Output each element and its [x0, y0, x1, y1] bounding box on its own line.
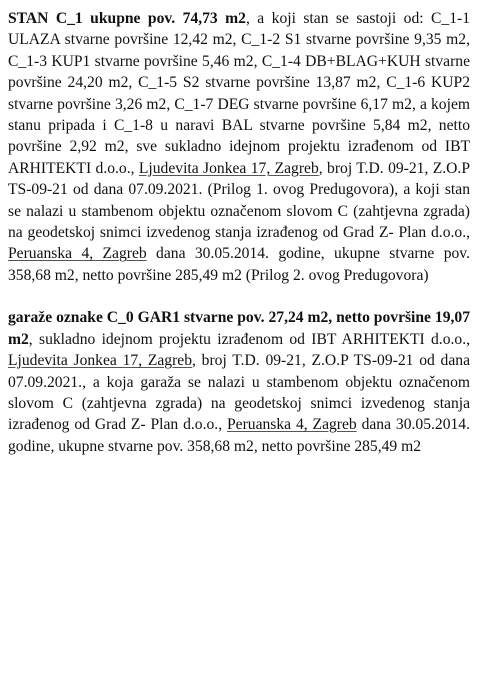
garaza-text-part-1: , sukladno idejnom projektu izrađenom od IBT ARHITEKTI d.o.o., — [28, 330, 470, 348]
stan-address-architect: Ljudevita Jonkea 17, Zagreb — [138, 159, 319, 177]
stan-address-survey: Peruanska 4, Zagreb — [8, 245, 147, 263]
garaza-text-part-2: , broj T.D. 09-21, Z.O.P TS-09-21 od dana 07.09.2021., a koja garaža se nalazi u stambenom objektu označenom slovom C (zahtjevna zgrada) na geodetskoj snimci izvedenog stanja izrađenog od Grad Z- Plan d.o.o., — [8, 352, 470, 434]
garaza-heading: garaže oznake C_0 GAR1 stvarne pov. 27,24 m2, netto površine 19,07 m2 — [8, 309, 470, 348]
stan-text-part-1: , a koji stan se sastoji od: C_1-1 ULAZA stvarne površine 12,42 m2, C_1-2 S1 stvarne površine 9,35 m2, C_1-3 KUP1 stvarne površine 5,46 m2, C_1-4 DB+BLAG+KUH stvarne površine 24,20 m2, C_1-5 S2 stvarne površine 13,87 m2, C_1-6 KUP2 stvarne površine 3,26 m2, C_1-7 DEG stvarne površine 6,17 m2, a kojem stanu pripada i C_1-8 u naravi BAL stvarne površine 5,84 m2, netto površine 2,92 m2, sve sukladno idejnom projektu izrađenom od IBT ARHITEKTI d.o.o., — [8, 10, 470, 177]
paragraph-stan — [8, 8, 470, 286]
document-page — [8, 8, 470, 457]
stan-text-part-2: , broj T.D. 09-21, Z.O.P TS-09-21 od dana 07.09.2021. (Prilog 1. ovog Predugovora), a koji stan se nalazi u stambenom objektu označenom slovom C (zahtjevna zgrada) na geodetskoj snimci izvedenog stanja izrađenog od Grad Z- Plan d.o.o., — [8, 159, 470, 242]
garaza-address-architect: Ljudevita Jonkea 17, Zagreb — [8, 352, 192, 370]
garaza-text-part-3: dana 30.05.2014. godine, ukupne stvarne pov. 358,68 m2, netto površine 285,49 m2 — [8, 416, 470, 455]
garaza-address-survey: Peruanska 4, Zagreb — [226, 416, 357, 434]
stan-heading: STAN C_1 ukupne pov. 74,73 m2 — [8, 10, 246, 27]
stan-text-part-3: dana 30.05.2014. godine, ukupne stvarne pov. 358,68 m2, netto površine 285,49 m2 (Prilog 2. ovog Predugovora) — [8, 245, 470, 284]
paragraph-garaza — [8, 307, 470, 457]
